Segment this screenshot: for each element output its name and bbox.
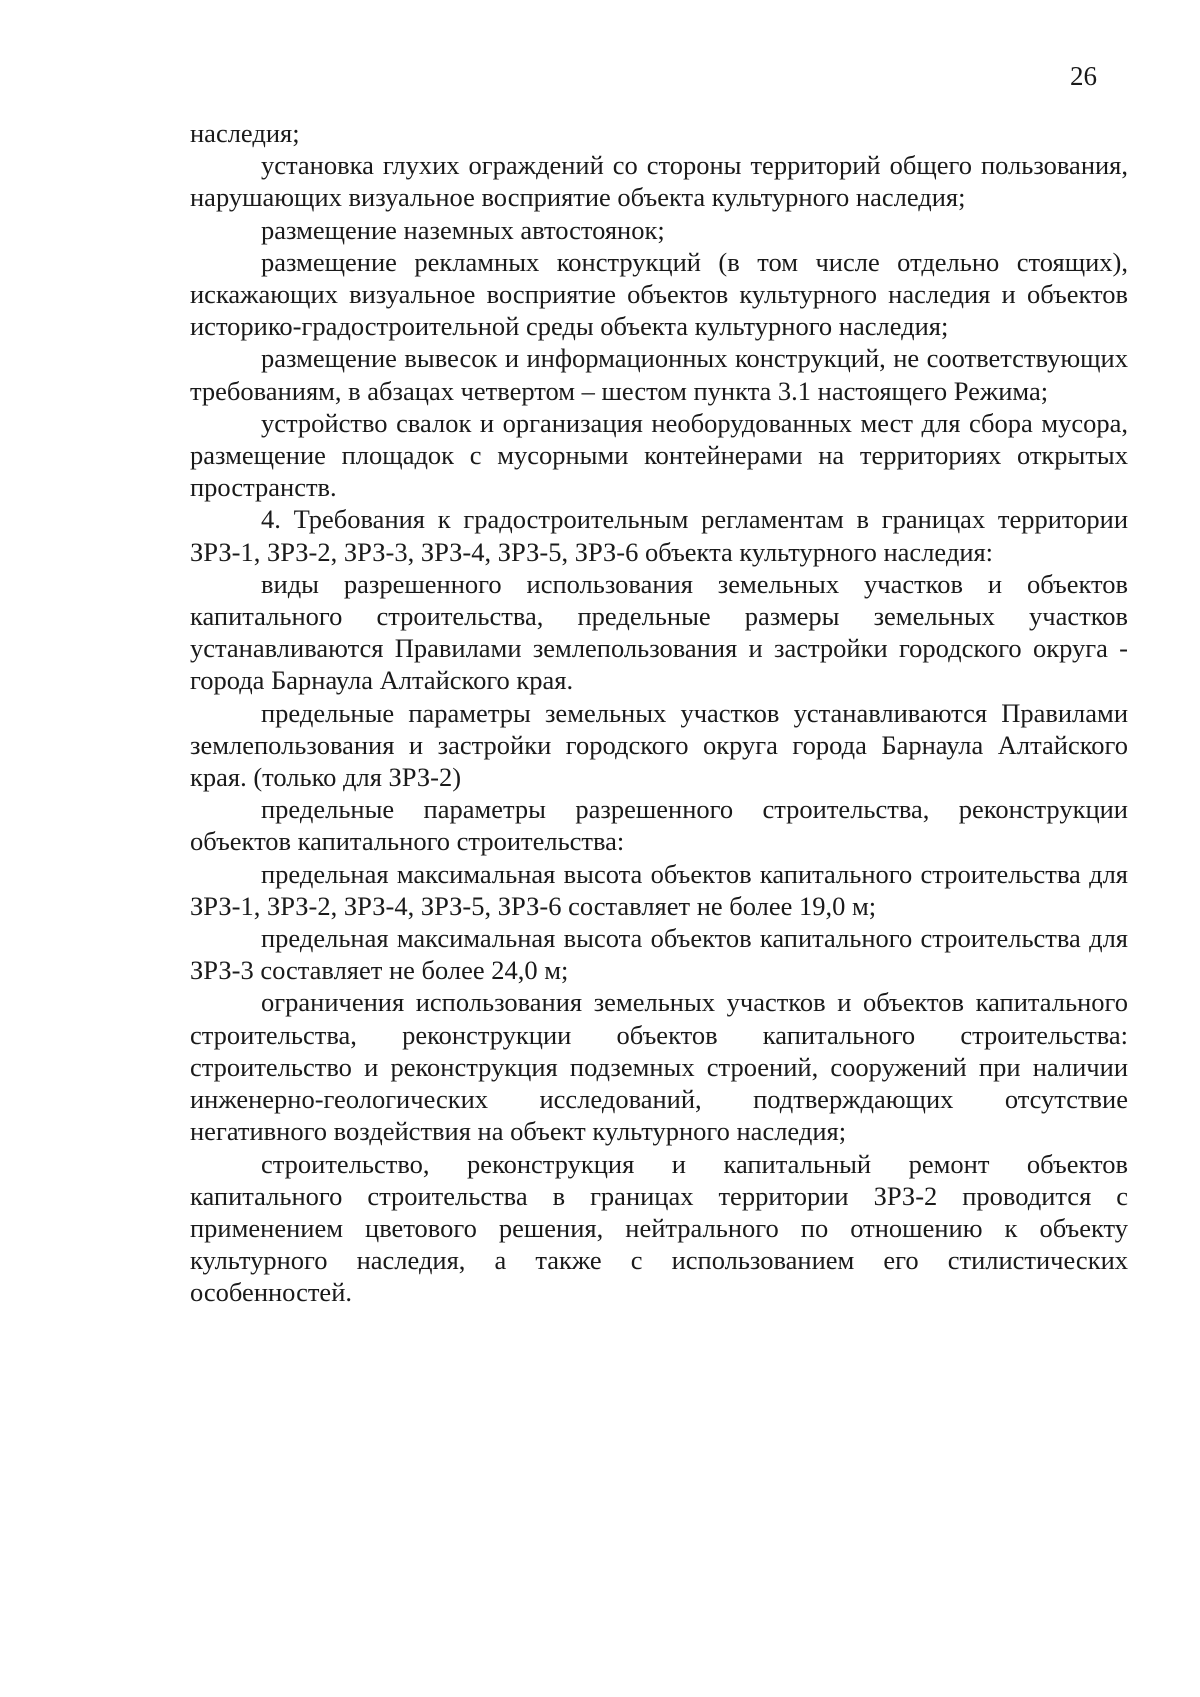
paragraph-6: устройство свалок и организация необорудованных мест для сбора мусора, размещение площадок с мусорными контейнерами на территориях открытых пространств. <box>190 407 1128 503</box>
document-body <box>190 117 1128 1309</box>
paragraph-2: установка глухих ограждений со стороны территорий общего пользования, нарушающих визуальное восприятие объекта культурного наследия; <box>190 150 1128 213</box>
page-number: 26 <box>1070 61 1097 91</box>
paragraph-7-section-heading: 4. Требования к градостроительным регламентам в границах территории ЗРЗ-1, ЗРЗ-2, ЗРЗ-3, ЗРЗ-4, ЗРЗ-5, ЗРЗ-6 объекта культурного наследия: <box>190 504 1128 567</box>
paragraph-1: наследия; <box>190 118 300 148</box>
paragraph-5: размещение вывесок и информационных конструкций, не соответствующих требованиям, в абзацах четвертом – шестом пункта 3.1 настоящего Режима; <box>190 343 1128 406</box>
paragraph-11: предельная максимальная высота объектов капитального строительства для ЗРЗ-1, ЗРЗ-2, ЗРЗ-4, ЗРЗ-5, ЗРЗ-6 составляет не более 19,0 м; <box>190 858 1128 921</box>
paragraph-3: размещение наземных автостоянок; <box>261 214 665 245</box>
paragraph-13: ограничения использования земельных участков и объектов капитального строительства, реконструкции объектов капитального строительства: строительство и реконструкция подземных строений, сооружений при наличии инженерно-геологических исследований, подтверждающих отсутствие негативного воздействия на объект культурного наследия; <box>190 987 1128 1147</box>
paragraph-14: строительство, реконструкция и капитальный ремонт объектов капитального строительства в границах территории ЗРЗ-2 проводится с применением цветового решения, нейтрального по отношению к объекту культурного наследия, а также с использованием его стилистических особенностей. <box>190 1148 1128 1308</box>
paragraph-8: виды разрешенного использования земельных участков и объектов капитального строительства, предельные размеры земельных участков устанавливаются Правилами землепользования и застройки городского округа - города Барнаула Алтайского края. <box>190 568 1128 696</box>
paragraph-4: размещение рекламных конструкций (в том числе отдельно стоящих), искажающих визуальное восприятие объектов культурного наследия и объектов историко-градостроительной среды объекта культурного наследия; <box>190 246 1128 342</box>
paragraph-9: предельные параметры земельных участков устанавливаются Правилами землепользования и застройки городского округа города Барнаула Алтайского края. (только для ЗРЗ-2) <box>190 697 1128 793</box>
paragraph-10: предельные параметры разрешенного строительства, реконструкции объектов капитального строительства: <box>190 794 1128 857</box>
paragraph-12: предельная максимальная высота объектов капитального строительства для ЗРЗ-3 составляет не более 24,0 м; <box>190 923 1128 986</box>
